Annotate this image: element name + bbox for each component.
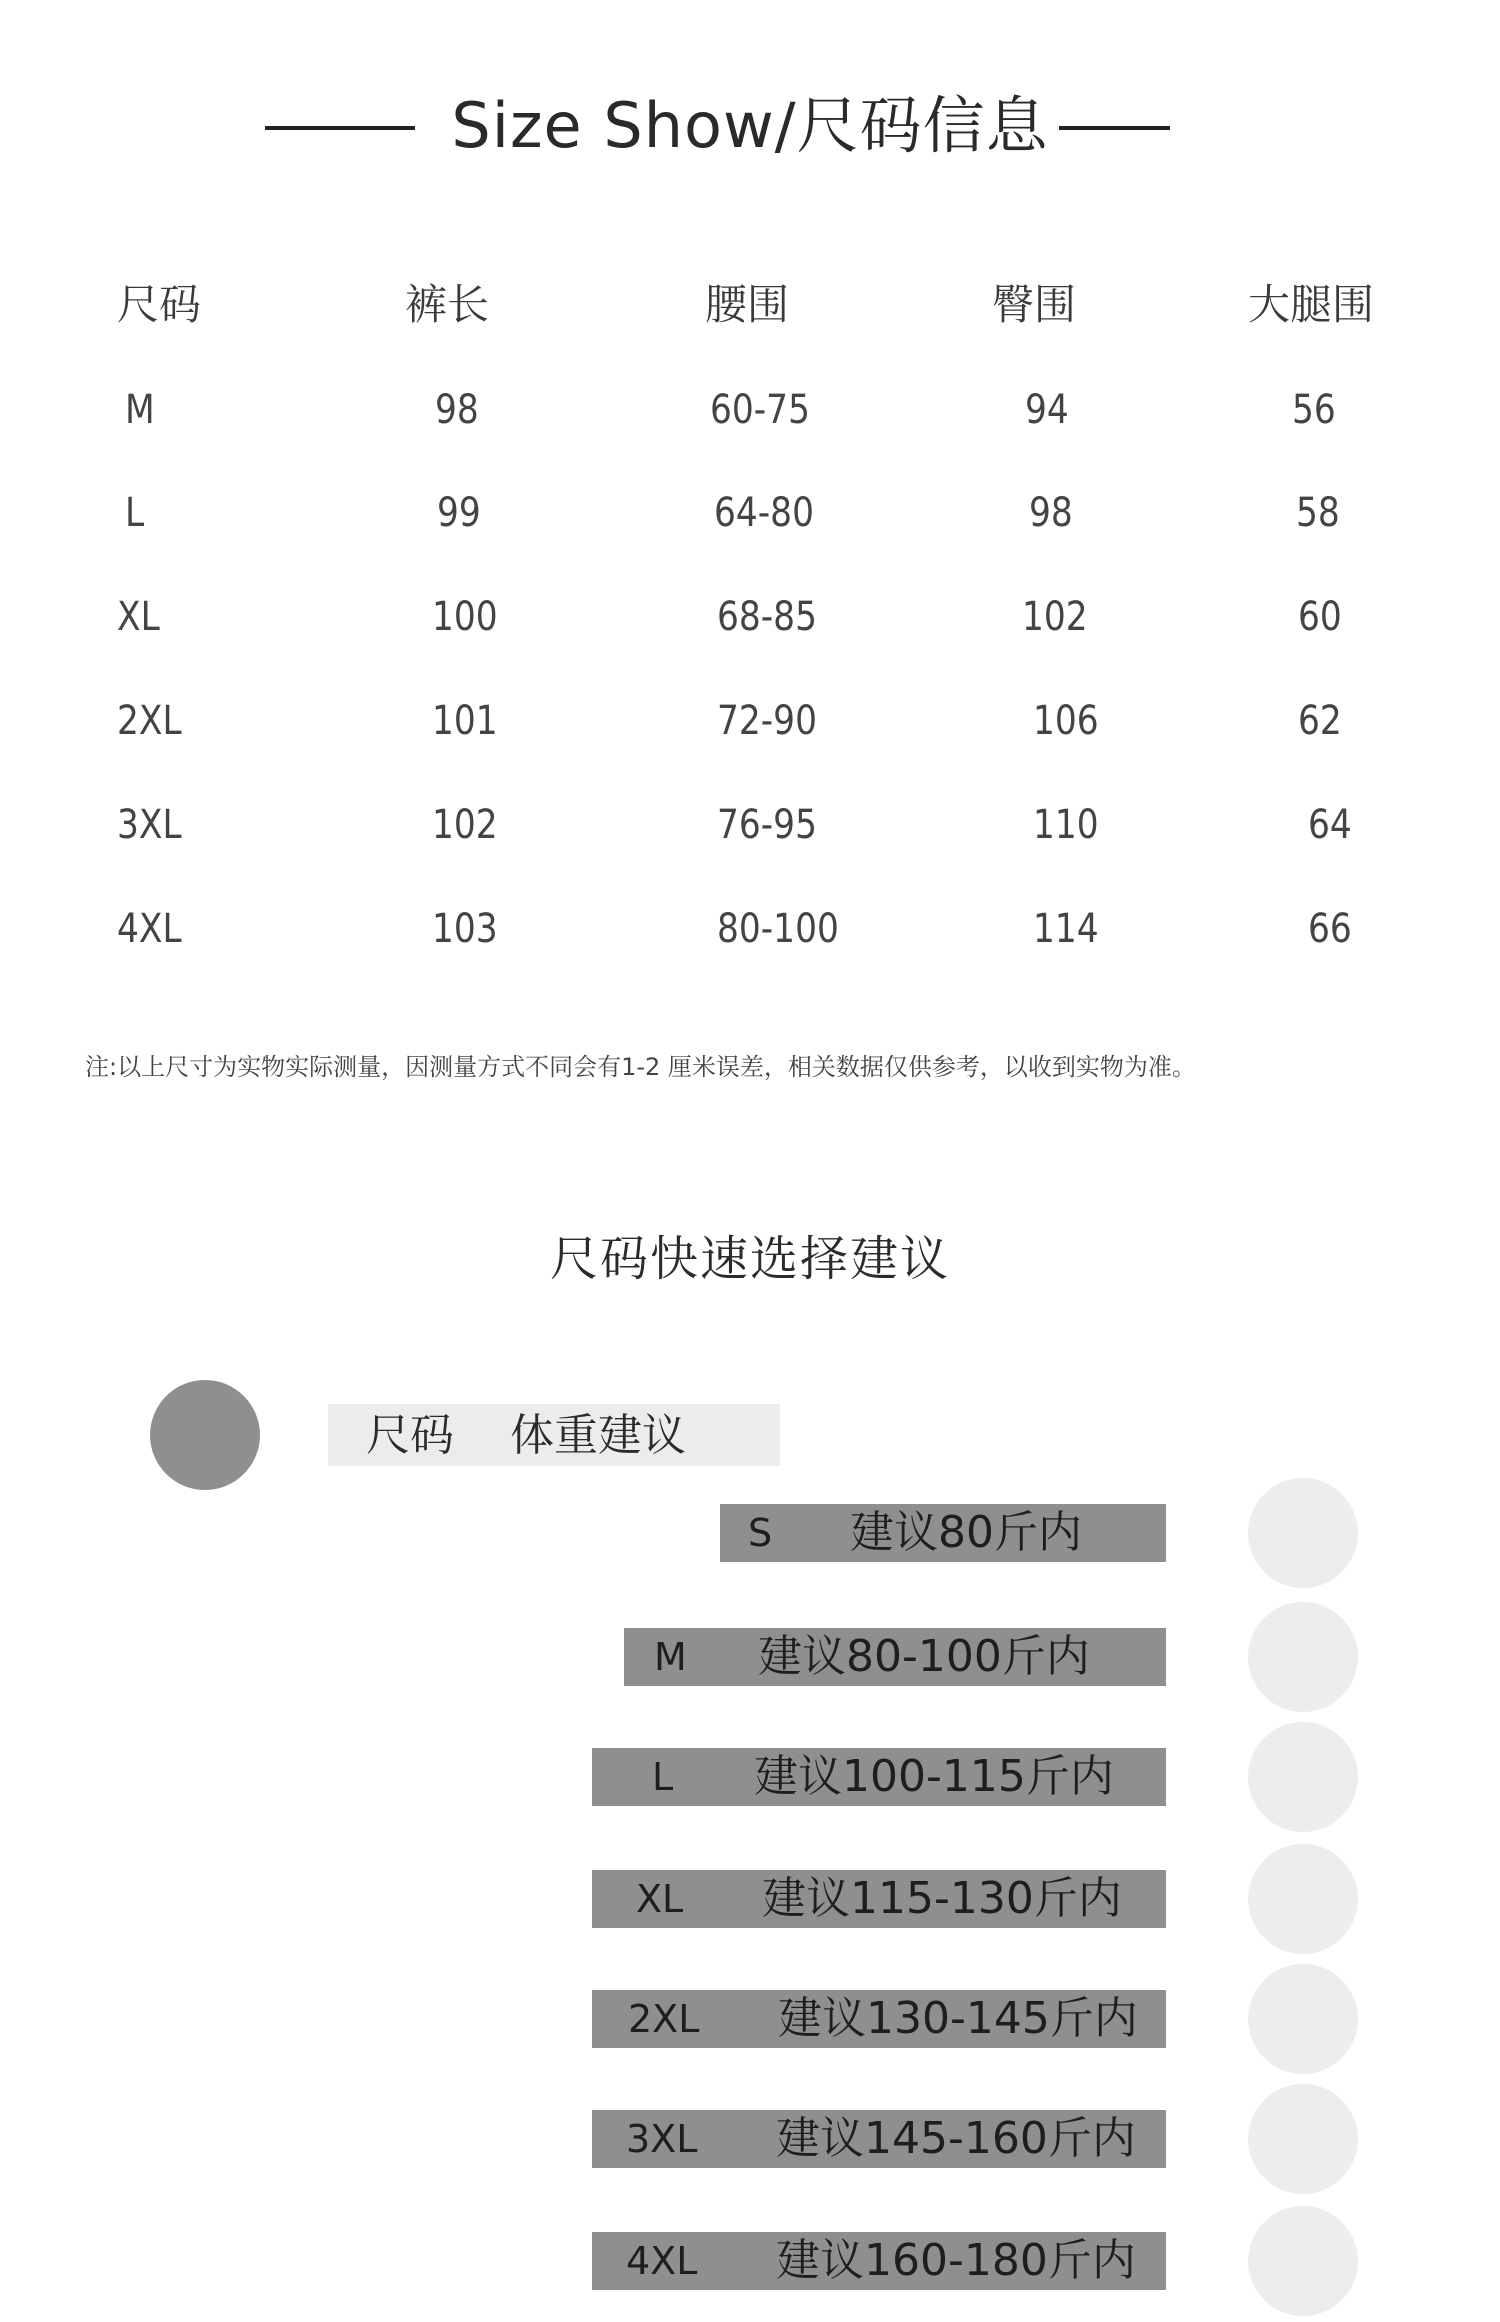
- table-cell: 103: [432, 906, 498, 952]
- table-cell: 94: [1025, 387, 1069, 433]
- table-cell: 101: [432, 698, 498, 744]
- page-title: [0, 88, 1500, 164]
- decor-circle: [1248, 1964, 1358, 2074]
- table-cell: 98: [435, 387, 479, 433]
- weight-size-label: L: [652, 1755, 674, 1799]
- weight-size-label: 4XL: [626, 2239, 698, 2283]
- decor-circle: [1248, 1602, 1358, 1712]
- weight-advice: 建议115-130斤内: [762, 1873, 1122, 1924]
- table-cell: 60-75: [710, 387, 810, 433]
- table-cell: 110: [1033, 802, 1099, 848]
- table-cell: 102: [432, 802, 498, 848]
- table-cell: 100: [432, 594, 498, 640]
- col-header-waist: 腰围: [705, 280, 790, 329]
- weight-size-label: 2XL: [628, 1997, 700, 2041]
- decor-circle: [1248, 1844, 1358, 1954]
- table-cell: 76-95: [717, 802, 817, 848]
- table-cell: 4XL: [117, 906, 182, 952]
- table-cell: 72-90: [717, 698, 817, 744]
- table-cell: XL: [117, 594, 160, 640]
- legend-dot: [150, 1380, 260, 1490]
- col-header-hip: 臀围: [992, 280, 1077, 329]
- weight-advice: 建议130-145斤内: [778, 1993, 1138, 2044]
- decor-circle: [1248, 2206, 1358, 2316]
- table-cell: L: [125, 490, 145, 536]
- legend-label: 尺码 体重建议: [366, 1410, 686, 1461]
- weight-size-label: XL: [636, 1877, 684, 1921]
- decor-circle: [1248, 2084, 1358, 2194]
- weight-size-label: S: [748, 1511, 773, 1555]
- table-cell: 60: [1298, 594, 1342, 640]
- table-cell: 106: [1033, 698, 1099, 744]
- measurement-note: 注:以上尺寸为实物实际测量，因测量方式不同会有1-2 厘米误差，相关数据仅供参考，以收到实物为准。: [85, 1053, 1196, 1081]
- table-cell: 98: [1029, 490, 1073, 536]
- table-cell: 62: [1298, 698, 1342, 744]
- col-header-length: 裤长: [405, 280, 490, 329]
- weight-advice: 建议100-115斤内: [754, 1751, 1114, 1802]
- weight-size-label: 3XL: [626, 2117, 698, 2161]
- table-cell: 102: [1022, 594, 1088, 640]
- table-cell: 66: [1308, 906, 1352, 952]
- decor-circle: [1248, 1478, 1358, 1588]
- weight-advice: 建议160-180斤内: [776, 2235, 1136, 2286]
- weight-advice: 建议80-100斤内: [758, 1631, 1090, 1682]
- decor-circle: [1248, 1722, 1358, 1832]
- table-cell: 99: [437, 490, 481, 536]
- weight-advice: 建议145-160斤内: [776, 2113, 1136, 2164]
- weight-advice: 建议80斤内: [850, 1507, 1082, 1558]
- weight-size-label: M: [654, 1635, 687, 1679]
- table-cell: 2XL: [117, 698, 182, 744]
- table-cell: 114: [1033, 906, 1099, 952]
- table-cell: 64-80: [714, 490, 814, 536]
- table-cell: 3XL: [117, 802, 182, 848]
- col-header-size: 尺码: [117, 280, 202, 329]
- table-cell: 58: [1296, 490, 1340, 536]
- table-cell: 56: [1292, 387, 1336, 433]
- table-cell: 64: [1308, 802, 1352, 848]
- table-cell: 80-100: [717, 906, 839, 952]
- page-title-text: Size Show/尺码信息: [441, 88, 1058, 164]
- table-cell: M: [125, 387, 155, 433]
- col-header-thigh: 大腿围: [1248, 280, 1375, 329]
- table-cell: 68-85: [717, 594, 817, 640]
- quick-select-title: 尺码快速选择建议: [549, 1231, 950, 1287]
